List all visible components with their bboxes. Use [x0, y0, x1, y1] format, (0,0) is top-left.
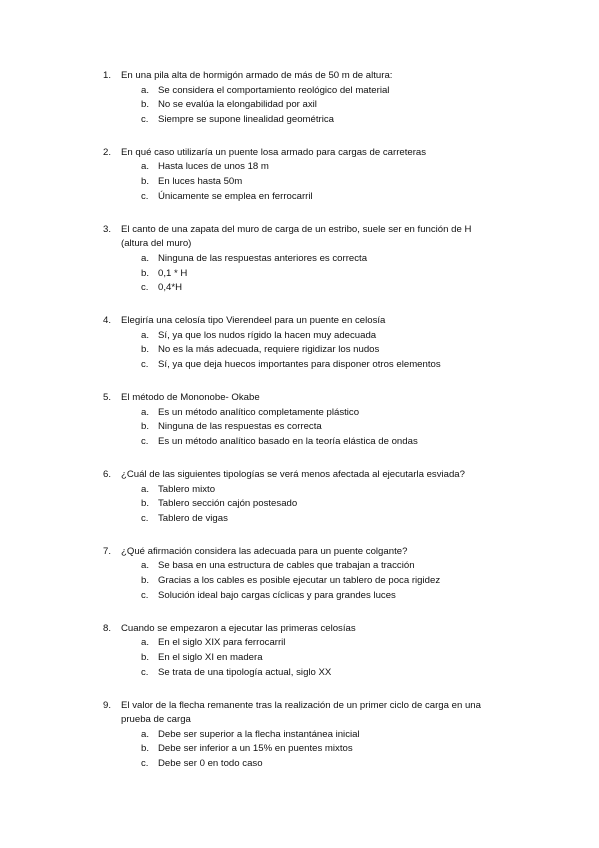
- option-b: [0, 497, 599, 512]
- option-text: Debe ser 0 en todo caso: [158, 757, 263, 769]
- question-text: En qué caso utilizaría un puente losa armado para cargas de carreteras: [121, 146, 427, 158]
- option-letter: b.: [141, 498, 150, 510]
- question-number: 4.: [103, 315, 112, 327]
- option-text: En luces hasta 50m: [158, 176, 243, 188]
- option-text: 0,1 * H: [158, 267, 188, 279]
- option-a: [0, 559, 599, 574]
- option-b: [0, 420, 599, 435]
- option-letter: a.: [141, 560, 150, 572]
- option-letter: a.: [141, 84, 150, 96]
- option-c: [0, 190, 599, 205]
- question-line: [0, 391, 599, 406]
- option-letter: a.: [141, 406, 150, 418]
- option-c: [0, 589, 599, 604]
- question-line: [0, 146, 599, 161]
- option-letter: b.: [141, 575, 150, 587]
- question-8: [0, 622, 599, 680]
- question-number: 6.: [103, 468, 112, 480]
- option-text: No es la más adecuada, requiere rigidizar los nudos: [158, 344, 380, 356]
- question-line: [0, 699, 599, 728]
- option-b: [0, 267, 599, 282]
- option-text: Debe ser superior a la flecha instantánea inicial: [158, 728, 360, 740]
- question-line: [0, 223, 599, 252]
- option-a: [0, 728, 599, 743]
- question-1: [0, 69, 599, 127]
- option-text: Sí, ya que deja huecos importantes para disponer otros elementos: [158, 359, 441, 370]
- option-text: Ninguna de las respuestas es correcta: [158, 421, 322, 433]
- option-letter: a.: [141, 483, 150, 495]
- option-text: Tablero sección cajón postesado: [158, 498, 298, 510]
- option-a: [0, 329, 599, 344]
- question-text: En una pila alta de hormigón armado de más de 50 m de altura:: [121, 70, 393, 81]
- option-text: Es un método analítico completamente plástico: [158, 406, 360, 418]
- option-letter: c.: [141, 435, 149, 447]
- option-letter: c.: [141, 666, 149, 678]
- option-c: [0, 512, 599, 527]
- option-c: [0, 113, 599, 128]
- question-number: 7.: [103, 545, 112, 557]
- option-text: En el siglo XI en madera: [158, 651, 263, 663]
- option-text: Gracias a los cables es posible ejecutar un tablero de poca rigidez: [158, 575, 441, 587]
- question-number: 1.: [103, 70, 112, 81]
- option-text: Se basa en una estructura de cables que trabajan a tracción: [158, 560, 415, 572]
- option-b: [0, 742, 599, 757]
- option-text: Es un método analítico basado en la teoría elástica de ondas: [158, 435, 418, 447]
- option-letter: b.: [141, 176, 150, 188]
- question-text: El canto de una zapata del muro de carga de un estribo, suele ser en función de H (altura del muro): [121, 223, 472, 250]
- option-text: Solución ideal bajo cargas cíclicas y para grandes luces: [158, 589, 396, 601]
- option-letter: b.: [141, 651, 150, 663]
- option-text: Tablero mixto: [158, 483, 216, 495]
- question-line: [0, 468, 599, 483]
- option-text: Sí, ya que los nudos rígido la hacen muy adecuada: [158, 329, 377, 341]
- question-number: 8.: [103, 622, 112, 634]
- option-b: [0, 175, 599, 190]
- question-text: El método de Mononobe- Okabe: [121, 392, 260, 404]
- question-6: [0, 468, 599, 526]
- option-text: Hasta luces de unos 18 m: [158, 161, 269, 173]
- option-text: Únicamente se emplea en ferrocarril: [158, 190, 313, 202]
- option-a: [0, 160, 599, 175]
- option-letter: b.: [141, 267, 150, 279]
- option-letter: a.: [141, 637, 150, 649]
- option-text: Tablero de vigas: [158, 512, 228, 524]
- question-text: ¿Cuál de las siguientes tipologías se verá menos afectada al ejecutarla esviada?: [121, 468, 465, 480]
- option-text: Siempre se supone linealidad geométrica: [158, 113, 334, 125]
- question-number: 3.: [103, 223, 112, 235]
- question-number: 2.: [103, 146, 112, 158]
- option-c: [0, 435, 599, 450]
- question-line: [0, 314, 599, 329]
- question-line: [0, 545, 599, 560]
- option-letter: a.: [141, 329, 150, 341]
- question-text: El valor de la flecha remanente tras la realización de un primer ciclo de carga en una prueba de carga: [121, 699, 481, 726]
- option-letter: c.: [141, 190, 149, 202]
- option-c: [0, 281, 599, 296]
- question-text: Cuando se empezaron a ejecutar las primeras celosías: [121, 622, 356, 634]
- option-b: [0, 574, 599, 589]
- question-line: [0, 69, 599, 84]
- option-a: [0, 252, 599, 267]
- question-list: [0, 69, 599, 790]
- question-7: [0, 545, 599, 603]
- question-5: [0, 391, 599, 449]
- option-letter: b.: [141, 99, 150, 111]
- option-letter: a.: [141, 161, 150, 173]
- option-text: 0,4*H: [158, 282, 182, 294]
- option-b: [0, 343, 599, 358]
- option-b: [0, 651, 599, 666]
- option-letter: b.: [141, 344, 150, 356]
- option-a: [0, 406, 599, 421]
- option-c: [0, 666, 599, 681]
- option-text: Ninguna de las respuestas anteriores es correcta: [158, 252, 368, 264]
- option-text: No se evalúa la elongabilidad por axil: [158, 99, 317, 111]
- option-letter: c.: [141, 512, 149, 524]
- question-3: [0, 223, 599, 296]
- question-number: 5.: [103, 392, 112, 404]
- option-letter: b.: [141, 743, 150, 755]
- option-letter: c.: [141, 359, 149, 370]
- option-letter: b.: [141, 421, 150, 433]
- option-text: Debe ser inferior a un 15% en puentes mixtos: [158, 743, 353, 755]
- option-c: [0, 757, 599, 772]
- question-9: [0, 699, 599, 772]
- option-a: [0, 483, 599, 498]
- option-letter: c.: [141, 589, 149, 601]
- question-text: Elegiría una celosía tipo Vierendeel para un puente en celosía: [121, 315, 386, 327]
- option-c: [0, 358, 599, 373]
- option-text: Se considera el comportamiento reológico del material: [158, 84, 390, 96]
- option-a: [0, 636, 599, 651]
- option-letter: a.: [141, 728, 150, 740]
- option-b: [0, 98, 599, 113]
- question-4: [0, 314, 599, 372]
- question-number: 9.: [103, 699, 112, 711]
- option-text: En el siglo XIX para ferrocarril: [158, 637, 286, 649]
- option-letter: c.: [141, 757, 149, 769]
- option-letter: a.: [141, 252, 150, 264]
- option-a: [0, 84, 599, 99]
- option-letter: c.: [141, 113, 149, 125]
- question-line: [0, 622, 599, 637]
- question-text: ¿Qué afirmación considera las adecuada para un puente colgante?: [121, 545, 408, 557]
- option-letter: c.: [141, 282, 149, 294]
- question-2: [0, 146, 599, 204]
- option-text: Se trata de una tipología actual, siglo XX: [158, 666, 332, 678]
